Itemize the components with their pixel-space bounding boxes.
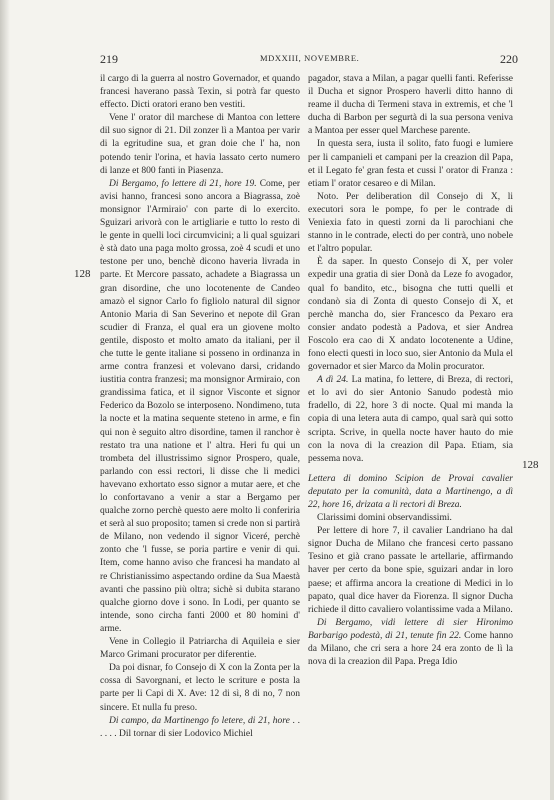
paragraph (100, 73, 300, 112)
paragraph (100, 178, 300, 636)
page-right-edge (550, 0, 554, 800)
paragraph-text: La matina, fo lettere, di Breza, di rectori, et lo avi do sier Antonio Sanudo podestà mio fradello, di 22, hore 3 di nocte. Qual mi manda la copia di una letera auta di campo, qual sarà qui sotto scripta. Scrive, in quella nocte haver hauto do mie con la nova di la creazion dil Papa. Etiam, sia pessema nova. (308, 375, 513, 464)
paragraph (308, 374, 513, 466)
italic-lead: A dì 24. (317, 375, 349, 386)
paragraph (308, 512, 513, 525)
paragraph (308, 617, 513, 669)
paragraph-text: . . . . . . Dil tornar di sier Lodovico Michiel (100, 715, 301, 739)
paragraph-text: pagador, stava a Milan, a pagar quelli fanti. Referisse il Ducha et signor Prospero haverli ditto hanno di reame il ducha di Termeni stava in extremis, et che 'l ducha di Barbon per segurtà di la sua persona veniva a Mantoa per esser quel Marchese parente. (308, 74, 513, 137)
paragraph (308, 256, 513, 374)
paragraph-text: il cargo di la guerra al nostro Governador, et quando francesi haverano passà Texin, si potrà far questo effecto. Dicti oratori erano ben vestiti. (100, 74, 300, 111)
margin-column-number-right: 128 (522, 459, 539, 471)
italic-heading: Lettera di domino Scipion de Provai cavalier deputato per la comunità, data a Martinengo, a dì 22, hore 16, drizata a li rectori di Breza. (308, 473, 513, 510)
paragraph (100, 112, 300, 177)
paragraph (308, 473, 513, 512)
page-number-left: 219 (100, 52, 118, 66)
paragraph-text: Clarissimi domini observandissimi. (317, 513, 452, 524)
paragraph-text: Come, per avisi hanno, francesi sono ancora a Biagrassa, zoè monsignor l'Armiraio' con parte di lo exercito. Sguizari arivorà con le artigliarie e tutto lo resto di le gente in quelli loci circumvicini; a li qual sguizari è stà dato una paga molto grossa, zoè 4 scudi et uno testone per uno, benchè dicono haveria livrada in parte. Et Mercore passato, achadete a Biagrassa un gran disordine, che uno locotenente de Candeo amazò el signor Carlo fo figliolo natural dil signor Antonio Maria di San Severino et nepote dil Gran scudier di Franza, el qual era un giovene molto gentile, disposto et molto amato da italiani, per il che tutte le gente italiane si posseno in ordinanza in arme contra franzesi et volevano darsi, cridando iustitia contra franzesi; ma monsignor Armiraio, con grandissima fatica, et il signor Visconte et signor Federico da Bozolo se interposeno. Nondimeno, tuta la nocte et la matina sequente steteno in arme, e fin qui non è seguito altro disordine, tamen il ranchor è restato tra una natione et l' altra. Heri fu qui un trombeta del illustrissimo signor Prospero, quale, parlando con essi rectori, li disse che li medici havevano exhortato esso signor a mutar aere, et che lo confortavano a venir a star a Bergamo per qualche zorno perchè questo aere molto li conferiria et serà al suo proposito; tamen si crede non si partirà de Milano, non vedendo il signor Viceré, perchè zonto che 'l fusse, se poria partire e venir di qui. Item, come hanno aviso che francesi ha mandato al re Christianissimo aspectando ordine da Sua Maestà avanti che passino più oltra; sichè si dubita starano qualche giorno dove i sono. In Lodi, per quanto se intende, sono circha fanti 2000 et 80 homini d' arme. (100, 178, 300, 634)
paragraph (308, 138, 513, 190)
italic-lead: Di campo, da Martinengo fo letere, di 21, hore (109, 715, 290, 726)
paragraph-text: Da poi disnar, fo Consejo di X con la Zonta per la cossa di Savorgnani, et lecto le scriture e posta la parte per li Capi di X. Ave: 12 di sì, 8 di no, 7 non sincere. Et nulla fu preso. (100, 663, 300, 713)
paragraph-text: Noto. Per deliberation dil Consejo di X, li executori sora le pompe, fo per le contrade di Veniexia fato in questi zorni da li parochiani che stanno in le contrade, electi do per contrà, uno nobele et l'altro popular. (308, 191, 513, 255)
paragraph (308, 525, 513, 617)
paragraph-text: Come hanno da Milano, che cri sera a hore 24 era zonto de lì la nova di la creazion dil Papa. Prega Idio (308, 630, 513, 668)
italic-lead: Di Bergamo, vidi lettere di sier Hironimo Barbarigo podestà, di 21, tenute fin 22. (308, 617, 513, 641)
paragraph-text: Per lettere di hore 7, il cavalier Landriano ha dal signor Ducha de Milano che francesi certo passano Tesino et già crano passate le artellarie, affirmando haver per certo da bone spie, sguizari andar in loro paese; et affirma ancora la creatione di Medici in lo papato, qual dice haver da Fiorenza. Il signor Ducha richiede il ditto cavaliero volantissime vada a Milano. (308, 526, 513, 615)
paragraph-text: Vene in Collegio il Patriarcha di Aquileia e sier Marco Grimani procurator per diferentie. (100, 637, 300, 661)
running-title: MDXXIII, NOVEMBRE. (260, 53, 360, 63)
paragraph-text: È da saper. In questo Consejo di X, per voler expedir una gratia di sier Donà da Leze fo avogador, qual fo bandito, etc., bisogna che tutti quelli et condanò sia di Zonta di questo Consejo di X, et perchè mancha do, sier Francesco da Pexaro era consier andato podestà a Padova, et sier Andrea Foscolo era cao di X andato locotenente a Udine, fono electi questi in loco suo, sier Antonio da Mula el governador et sier Marco da Molin procurator. (308, 257, 513, 373)
italic-lead: Di Bergamo, fo lettere di 21, hore 19. (109, 178, 257, 189)
paragraph (308, 73, 513, 138)
paragraph (308, 191, 513, 256)
running-header (100, 52, 518, 66)
page-gutter-shadow (0, 0, 10, 800)
right-text-column (308, 73, 513, 669)
paragraph (100, 715, 300, 741)
margin-column-number-left: 128 (74, 268, 91, 280)
left-text-column (100, 73, 300, 741)
paragraph-text: Vene l' orator dil marchese di Mantoa con lettere dil suo signor di 21. Dil zonzer lì a Mantoa per varir di la egritudine sua, et gran doie che l' ha, non potendo tenir l'orina, et havia lassato certo numero di lanze et 800 fanti in Piasenza. (100, 113, 300, 176)
paragraph-text: In questa sera, iusta il solito, fato fuogi e lumiere per li campanieli et campani per la creazion dil Papa, et il Legato fe' gran festa et cussi l' orator di Franza : etiam l' orator cesareo e di Milan. (308, 139, 513, 189)
paragraph (100, 636, 300, 662)
page-number-right: 220 (500, 52, 518, 66)
paragraph (100, 662, 300, 714)
